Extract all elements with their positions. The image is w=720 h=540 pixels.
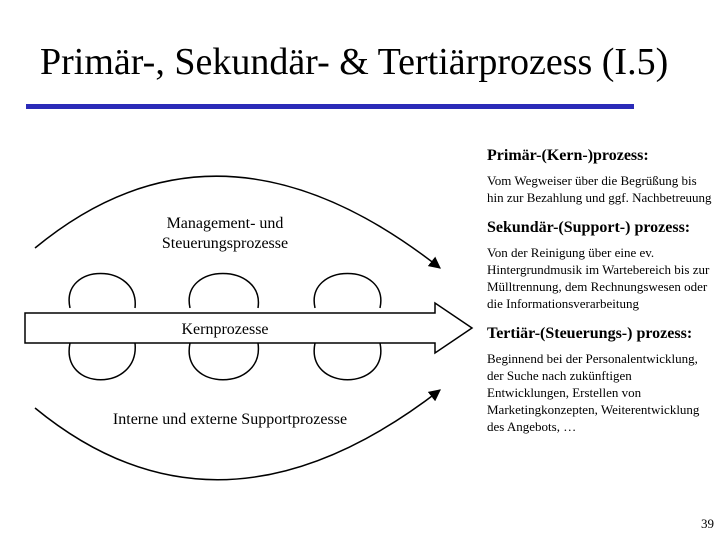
process-descriptions: [487, 146, 712, 447]
management-label: Management- und Steuerungsprozesse: [161, 215, 289, 252]
tertiary-process-heading: Tertiär-(Steuerungs-) prozess:: [487, 325, 693, 342]
core-process-label: Kernprozesse: [181, 321, 269, 338]
slide-title: Primär-, Sekundär- & Tertiärprozess (I.5): [40, 41, 669, 83]
secondary-process-text: Von der Reinigung über eine ev. Hintergrundmusik im Wartebereich bis zur Mülltrennung, dem Rechnungswesen oder die Informationsverarbeitung: [487, 245, 710, 311]
tertiary-process-text: Beginnend bei der Personalentwicklung, der Suche nach zukünftigen Entwicklungen, Erstellen von Marketingkonzepten, Weiterentwicklung des Angebots, …: [487, 351, 700, 434]
support-arc: [35, 390, 440, 480]
core-loop-3: [314, 274, 381, 309]
support-process-label: Interne und externe Supportprozesse: [112, 411, 348, 428]
core-loop-1-lower: [69, 343, 135, 380]
primary-process-heading: Primär-(Kern-)prozess:: [487, 147, 649, 164]
core-loop-2: [189, 274, 258, 309]
secondary-process-heading: Sekundär-(Support-) prozess:: [487, 219, 691, 236]
core-loop-3-lower: [314, 343, 381, 380]
core-loop-2-lower: [189, 343, 258, 380]
page-number: 39: [701, 516, 714, 531]
core-loop-1: [69, 274, 135, 309]
primary-process-text: Vom Wegweiser über die Begrüßung bis hin zur Bezahlung und ggf. Nachbetreuung: [487, 173, 712, 205]
